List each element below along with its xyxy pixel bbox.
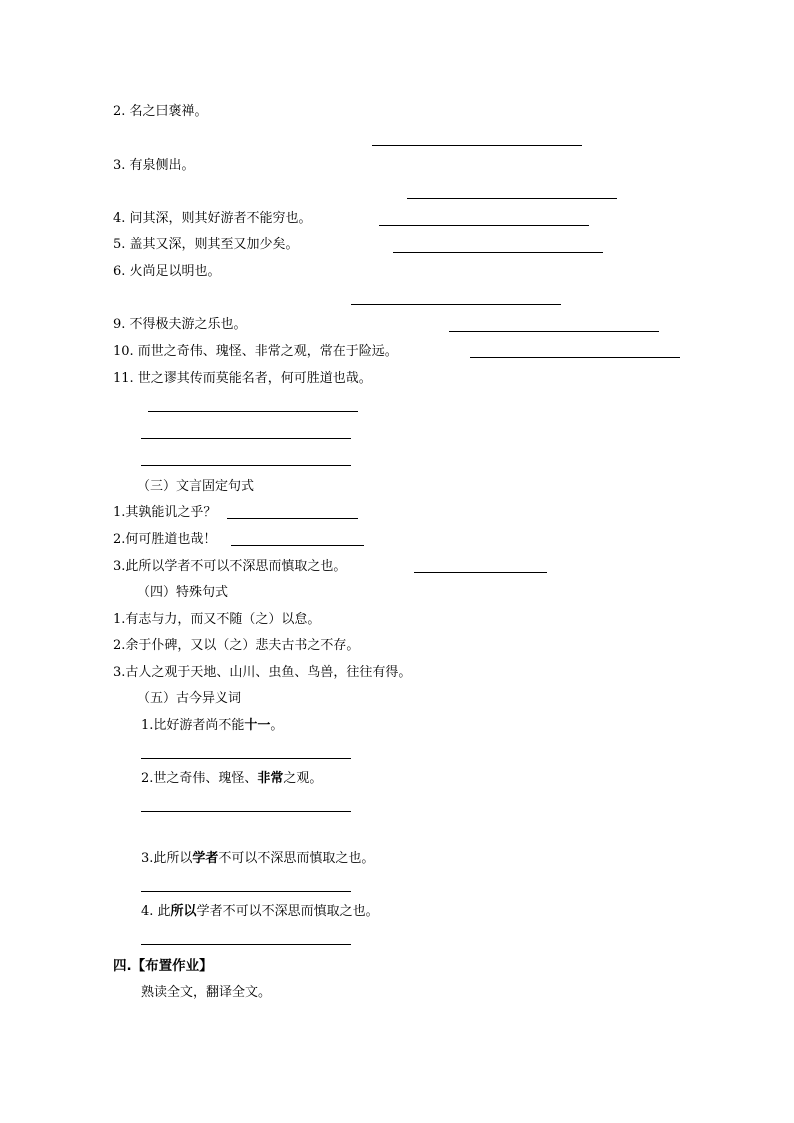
answer-line <box>449 331 659 332</box>
translation-item-10: 10. 而世之奇伟、瑰怪、非常之观，常在于险远。 <box>113 344 398 359</box>
section-heading-word-meaning: （五）古今异义词 <box>137 691 242 706</box>
answer-line <box>141 891 351 892</box>
key-word: 十一 <box>244 718 271 733</box>
answer-line <box>141 438 351 439</box>
item-text: 4. 此 <box>141 904 171 919</box>
translation-item-9: 9. 不得极夫游之乐也。 <box>113 317 247 332</box>
answer-line <box>141 944 351 945</box>
key-word: 学者 <box>192 851 219 866</box>
answer-line <box>231 545 364 546</box>
item-text: 。 <box>270 718 284 733</box>
translation-item-2: 2. 名之曰褒禅。 <box>113 104 208 119</box>
translation-item-11: 11. 世之谬其传而莫能名者，何可胜道也哉。 <box>113 371 372 386</box>
answer-line <box>393 252 603 253</box>
item-text: 不可以不深思而慎取之也。 <box>218 851 375 866</box>
item-text: 之观。 <box>283 771 323 786</box>
answer-line <box>379 225 589 226</box>
translation-item-6: 6. 火尚足以明也。 <box>113 264 221 279</box>
fixed-pattern-item-1: 1.其孰能讥之乎？ <box>113 505 217 520</box>
item-text: 1.比好游者尚不能 <box>141 718 245 733</box>
answer-line <box>470 357 680 358</box>
answer-line <box>141 758 351 759</box>
answer-line <box>414 572 547 573</box>
translation-item-4: 4. 问其深，则其好游者不能穷也。 <box>113 211 312 226</box>
key-word: 非常 <box>257 771 284 786</box>
answer-line <box>148 411 358 412</box>
homework-heading: 四.【布置作业】 <box>113 958 213 974</box>
translation-item-5: 5. 盖其又深，则其至又加少矣。 <box>113 237 299 252</box>
homework-text: 熟读全文，翻译全文。 <box>141 985 272 1000</box>
item-text: 2.世之奇伟、瑰怪、 <box>141 771 258 786</box>
special-sentence-item-2: 2.余于仆碑，又以（之）悲夫古书之不存。 <box>113 638 360 653</box>
section-heading-fixed-patterns: （三）文言固定句式 <box>137 479 255 494</box>
key-word: 所以 <box>170 904 197 919</box>
answer-line <box>407 198 617 199</box>
translation-item-3: 3. 有泉侧出。 <box>113 158 195 173</box>
item-text: 学者不可以不深思而慎取之也。 <box>196 904 379 919</box>
answer-line <box>141 811 351 812</box>
answer-line <box>372 145 582 146</box>
word-meaning-item-4 <box>141 904 379 920</box>
answer-line <box>141 465 351 466</box>
word-meaning-item-1 <box>141 718 283 734</box>
answer-line <box>227 518 358 519</box>
word-meaning-item-3 <box>141 851 374 867</box>
section-heading-special-sentences: （四）特殊句式 <box>137 585 229 600</box>
special-sentence-item-3: 3.古人之观于天地、山川、虫鱼、鸟兽，往往有得。 <box>113 665 412 680</box>
item-text: 3.此所以 <box>141 851 193 866</box>
word-meaning-item-2 <box>141 771 322 787</box>
special-sentence-item-1: 1.有志与力，而又不随（之）以怠。 <box>113 612 321 627</box>
answer-line <box>351 304 561 305</box>
fixed-pattern-item-3: 3.此所以学者不可以不深思而慎取之也。 <box>113 559 347 574</box>
fixed-pattern-item-2: 2.何可胜道也哉！ <box>113 532 217 547</box>
